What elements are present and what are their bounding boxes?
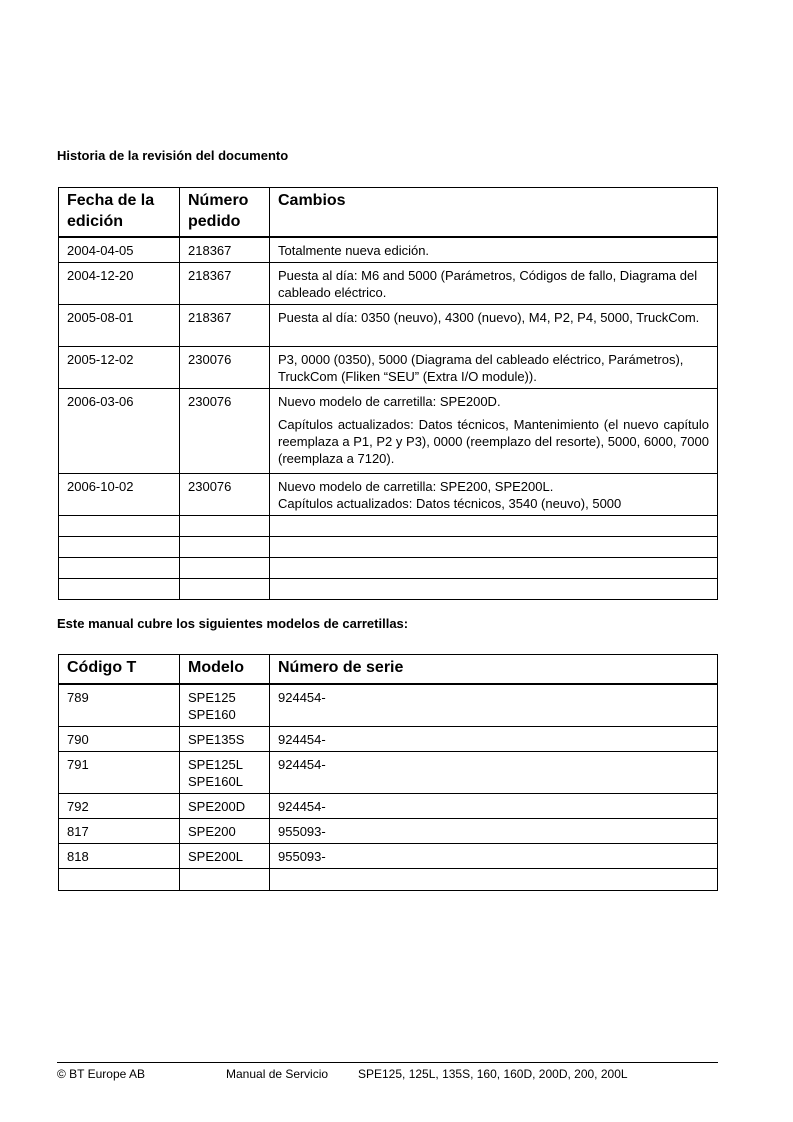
changes-text: Nuevo modelo de carretilla: SPE200D. [278, 394, 501, 409]
model-name: SPE125L [188, 757, 243, 772]
order-number-cell: 218367 [180, 237, 270, 263]
model-name: SPE135S [188, 732, 245, 747]
model-cell [180, 684, 270, 727]
order-number-cell: 218367 [180, 305, 270, 347]
table-header-row [59, 188, 718, 238]
t-code-cell: 818 [59, 844, 180, 869]
model-cell [180, 819, 270, 844]
table-header-row [59, 655, 718, 685]
empty-row [59, 516, 718, 537]
date-cell: 2006-03-06 [59, 389, 180, 474]
column-header-t-code: Código T [59, 655, 180, 685]
empty-cell [180, 558, 270, 579]
model-name: SPE200L [188, 849, 243, 864]
order-number-cell: 230076 [180, 389, 270, 474]
serial-number-cell: 955093- [270, 844, 718, 869]
models-table [58, 654, 718, 891]
changes-text: Totalmente nueva edición. [278, 243, 430, 258]
revision-history-table [58, 187, 718, 600]
model-name: SPE125 [188, 690, 236, 705]
t-code-cell: 791 [59, 752, 180, 794]
empty-cell [180, 579, 270, 600]
empty-cell [270, 558, 718, 579]
table-row [59, 844, 718, 869]
column-header-serial-number: Número de serie [270, 655, 718, 685]
serial-number-cell: 924454- [270, 794, 718, 819]
empty-cell [180, 537, 270, 558]
table-row [59, 263, 718, 305]
empty-cell [180, 869, 270, 891]
serial-number-cell: 924454- [270, 752, 718, 794]
empty-row [59, 579, 718, 600]
column-header-model: Modelo [180, 655, 270, 685]
order-number-cell: 218367 [180, 263, 270, 305]
date-cell: 2004-12-20 [59, 263, 180, 305]
date-cell: 2004-04-05 [59, 237, 180, 263]
changes-cell [270, 263, 718, 305]
table-row [59, 752, 718, 794]
t-code-cell: 817 [59, 819, 180, 844]
model-cell [180, 794, 270, 819]
revision-history-heading: Historia de la revisión del documento [57, 148, 289, 163]
changes-text: Capítulos actualizados: Datos técnicos, Mantenimiento (el nuevo capítulo reemplaza a P1, P2 y P3), 0000 (reemplazo del resorte), 5000, 6000, 7000 (reemplaza a 7120). [278, 417, 709, 466]
footer-copyright: © BT Europe AB [57, 1067, 146, 1081]
t-code-cell: 790 [59, 727, 180, 752]
empty-cell [59, 516, 180, 537]
column-header-order-number: Número pedido [180, 188, 270, 238]
model-name: SPE200 [188, 824, 236, 839]
empty-cell [270, 516, 718, 537]
table-row [59, 389, 718, 474]
empty-row [59, 537, 718, 558]
empty-cell [180, 516, 270, 537]
serial-number-cell: 924454- [270, 684, 718, 727]
empty-cell [270, 537, 718, 558]
footer-divider [57, 1062, 718, 1063]
empty-cell [59, 869, 180, 891]
table-row [59, 305, 718, 347]
changes-cell [270, 305, 718, 347]
model-cell [180, 752, 270, 794]
changes-text: P3, 0000 (0350), 5000 (Diagrama del cableado eléctrico, Parámetros), TruckCom (Fliken “SEU” (Extra I/O module)). [278, 352, 684, 384]
empty-cell [270, 579, 718, 600]
changes-text: Capítulos actualizados: Datos técnicos, 3540 (neuvo), 5000 [278, 496, 622, 511]
changes-cell [270, 237, 718, 263]
model-name: SPE160L [188, 774, 243, 789]
table-row [59, 684, 718, 727]
date-cell: 2005-08-01 [59, 305, 180, 347]
changes-text: Nuevo modelo de carretilla: SPE200, SPE200L. [278, 479, 554, 494]
model-name: SPE160 [188, 707, 236, 722]
date-cell: 2005-12-02 [59, 347, 180, 389]
empty-row [59, 558, 718, 579]
date-cell: 2006-10-02 [59, 474, 180, 516]
order-number-cell: 230076 [180, 474, 270, 516]
order-number-cell: 230076 [180, 347, 270, 389]
changes-text: Puesta al día: M6 and 5000 (Parámetros, Códigos de fallo, Diagrama del cableado eléctrico. [278, 268, 698, 300]
models-heading: Este manual cubre los siguientes modelos de carretillas: [57, 616, 409, 631]
t-code-cell: 792 [59, 794, 180, 819]
model-cell [180, 844, 270, 869]
table-row [59, 347, 718, 389]
model-cell [180, 727, 270, 752]
serial-number-cell: 924454- [270, 727, 718, 752]
table-row [59, 727, 718, 752]
changes-cell [270, 474, 718, 516]
column-header-date: Fecha de la edición [59, 188, 180, 238]
model-name: SPE200D [188, 799, 246, 814]
table-row [59, 794, 718, 819]
table-row [59, 474, 718, 516]
empty-cell [59, 558, 180, 579]
footer-manual-title: Manual de Servicio [226, 1067, 329, 1081]
table-row [59, 237, 718, 263]
empty-row [59, 869, 718, 891]
t-code-cell: 789 [59, 684, 180, 727]
serial-number-cell: 955093- [270, 819, 718, 844]
changes-text: Puesta al día: 0350 (neuvo), 4300 (nuevo), M4, P2, P4, 5000, TruckCom. [278, 310, 700, 325]
changes-cell [270, 347, 718, 389]
footer-models: SPE125, 125L, 135S, 160, 160D, 200D, 200, 200L [358, 1067, 628, 1081]
column-header-changes: Cambios [270, 188, 718, 238]
empty-cell [270, 869, 718, 891]
empty-cell [59, 537, 180, 558]
changes-cell [270, 389, 718, 474]
table-row [59, 819, 718, 844]
empty-cell [59, 579, 180, 600]
